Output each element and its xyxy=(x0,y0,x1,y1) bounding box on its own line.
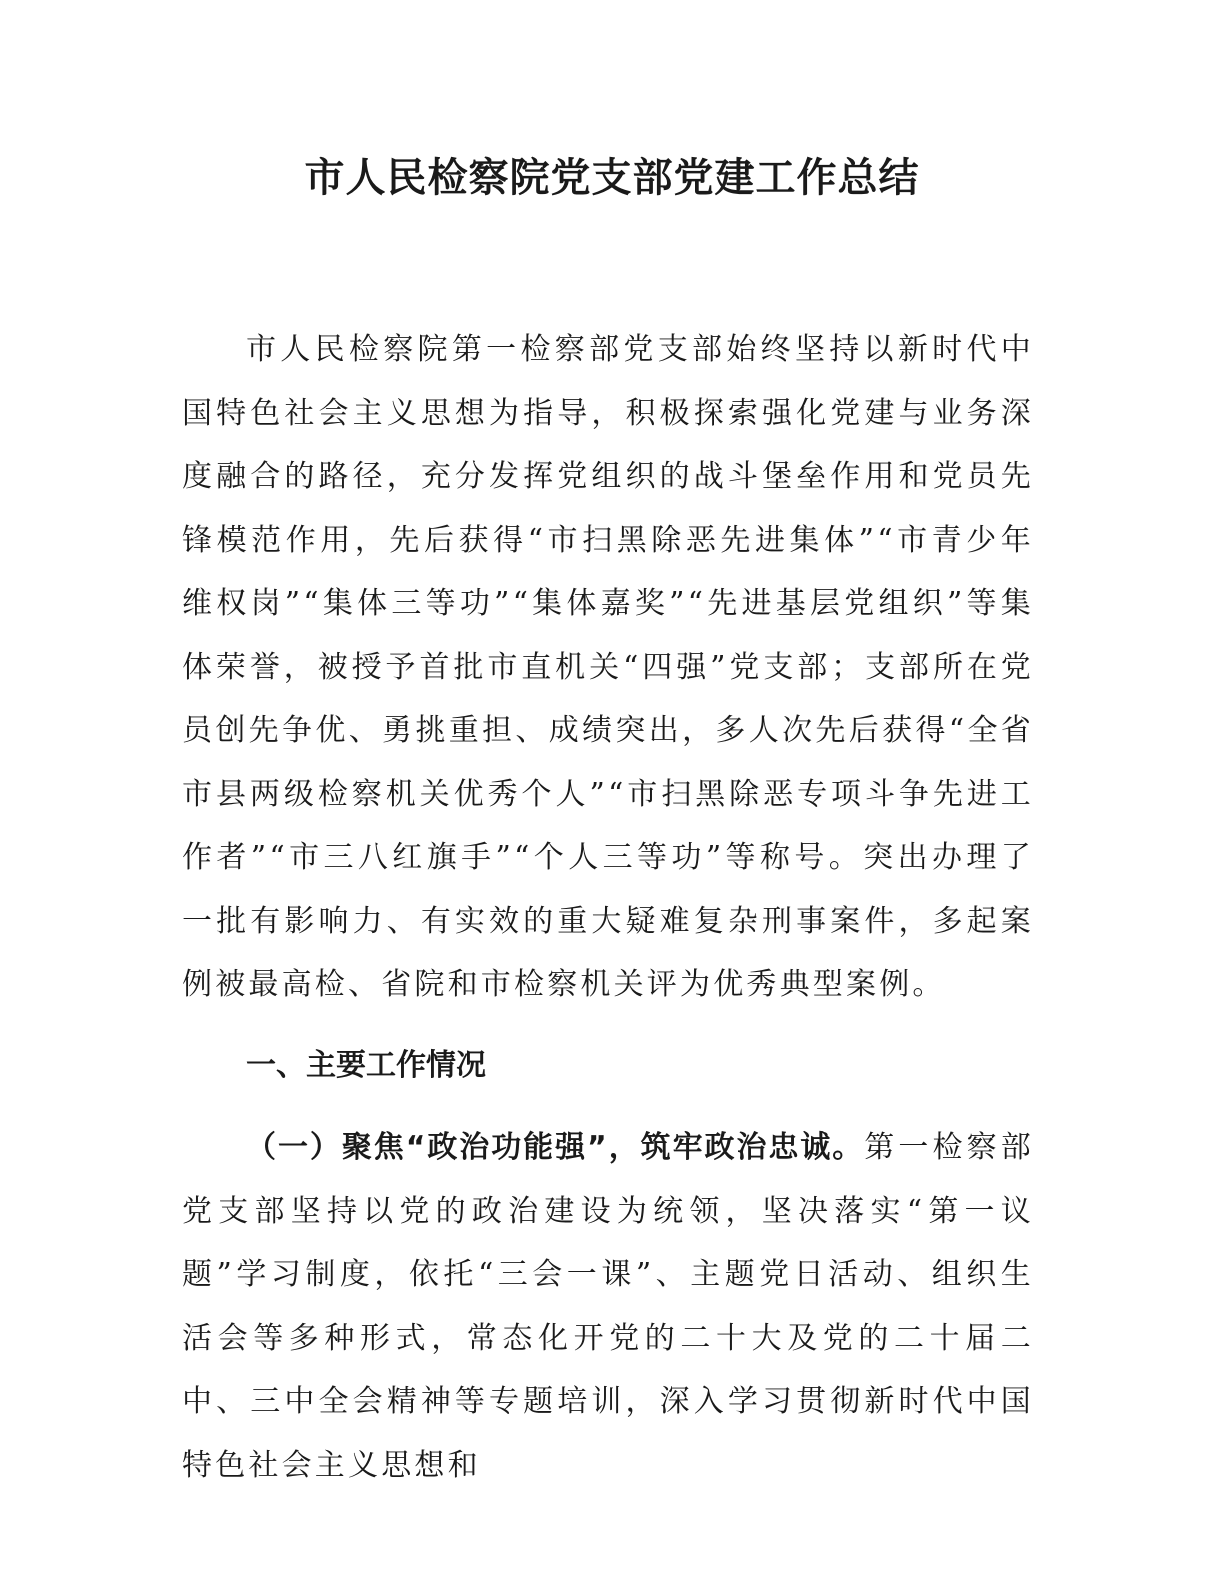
subsection-paragraph-political xyxy=(182,1116,1034,1497)
section-heading-main-work: 一、主要工作情况 xyxy=(246,1048,486,1083)
subsection-lead-heading: （一）聚焦“政治功能强”，筑牢政治忠诚。 xyxy=(246,1130,865,1165)
subsection-body-text: 第一检察部党支部坚持以党的政治建设为统领，坚决落实“第一议题”学习制度，依托“三会一课”、主题党日活动、组织生活会等多种形式，常态化开党的二十大及党的二十届二中、三中全会精神等专题培训，深入学习贯彻新时代中国特色社会主义思想和 xyxy=(182,1130,1035,1483)
document-title: 市人民检察院党支部党建工作总结 xyxy=(304,155,920,201)
intro-paragraph: 市人民检察院第一检察部党支部始终坚持以新时代中国特色社会主义思想为指导，积极探索强化党建与业务深度融合的路径，充分发挥党组织的战斗堡垒作用和党员先锋模范作用，先后获得“市扫黑除恶先进集体”“市青少年维权岗”“集体三等功”“集体嘉奖”“先进基层党组织”等集体荣誉，被授予首批市直机关“四强”党支部；支部所在党员创先争优、勇挑重担、成绩突出，多人次先后获得“全省市县两级检察机关优秀个人”“市扫黑除恶专项斗争先进工作者”“市三八红旗手”“个人三等功”等称号。突出办理了一批有影响力、有实效的重大疑难复杂刑事案件，多起案例被最高检、省院和市检察机关评为优秀典型案例。 xyxy=(182,332,1034,1002)
